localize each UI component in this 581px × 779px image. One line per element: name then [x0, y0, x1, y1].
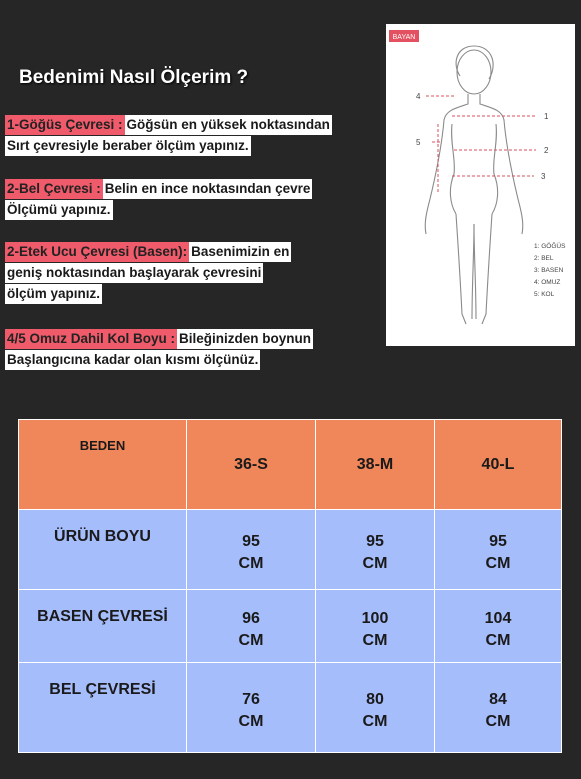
header-size-36s: 36-S [187, 420, 316, 510]
body-silhouette [425, 46, 523, 324]
instruction-label: 2-Bel Çevresi : [5, 179, 103, 199]
marker-label: 5 [416, 138, 421, 147]
instruction-text: Sırt çevresiyle beraber ölçüm yapınız. [5, 136, 251, 156]
legend-item: 1: GÖĞÜS [534, 243, 566, 250]
size-table [18, 419, 562, 753]
figure-legend [534, 241, 566, 298]
row-label: BEL ÇEVRESİ [19, 663, 187, 753]
measurement-lines [426, 96, 536, 194]
legend-item: 2: BEL [534, 255, 554, 262]
table-cell: 96 CM [187, 590, 316, 663]
header-size-40l: 40-L [435, 420, 562, 510]
instruction-text: geniş noktasından başlayarak çevresini [5, 263, 263, 283]
row-label: ÜRÜN BOYU [19, 510, 187, 590]
header-size-label: BEDEN [19, 420, 187, 510]
instruction-text: Başlangıcına kadar olan kısmı ölçünüz. [5, 350, 260, 370]
instruction-text: Bileğinizden boynun [177, 329, 313, 349]
legend-item: 3: BASEN [534, 267, 564, 274]
table-cell: 104 CM [435, 590, 562, 663]
table-cell: 80 CM [316, 663, 435, 753]
table-row [19, 663, 562, 753]
tag-text: BAYAN [392, 34, 416, 41]
table-cell: 95 CM [316, 510, 435, 590]
instruction-label: 4/5 Omuz Dahil Kol Boyu : [5, 329, 177, 349]
table-row [19, 590, 562, 663]
body-outline-illustration [386, 24, 575, 346]
legend-item: 5: KOL [534, 291, 555, 298]
marker-label: 3 [541, 172, 546, 181]
legend-item: 4: OMUZ [534, 279, 561, 286]
marker-label: 4 [416, 92, 421, 101]
instruction-hip [5, 242, 291, 305]
table-cell: 84 CM [435, 663, 562, 753]
table-cell: 100 CM [316, 590, 435, 663]
row-label: BASEN ÇEVRESİ [19, 590, 187, 663]
table-cell: 95 CM [435, 510, 562, 590]
instruction-sleeve [5, 329, 313, 371]
instruction-text: Basenimizin en [189, 242, 291, 262]
instruction-label: 2-Etek Ucu Çevresi (Basen): [5, 242, 189, 262]
instruction-label: 1-Göğüs Çevresi : [5, 115, 125, 135]
marker-label: 1 [544, 112, 549, 121]
instruction-text: Belin en ince noktasından çevre [103, 179, 313, 199]
body-measurement-figure [386, 24, 575, 346]
instruction-text: ölçüm yapınız. [5, 284, 102, 304]
table-cell: 95 CM [187, 510, 316, 590]
table-header-row [19, 420, 562, 510]
table-cell: 76 CM [187, 663, 316, 753]
header-size-38m: 38-M [316, 420, 435, 510]
page-title: Bedenimi Nasıl Ölçerim ? [19, 67, 249, 88]
table-row [19, 510, 562, 590]
instruction-waist [5, 179, 312, 221]
marker-label: 2 [544, 146, 549, 155]
instruction-text: Ölçümü yapınız. [5, 200, 113, 220]
instruction-chest [5, 115, 332, 157]
instruction-text: Göğsün en yüksek noktasından [125, 115, 332, 135]
